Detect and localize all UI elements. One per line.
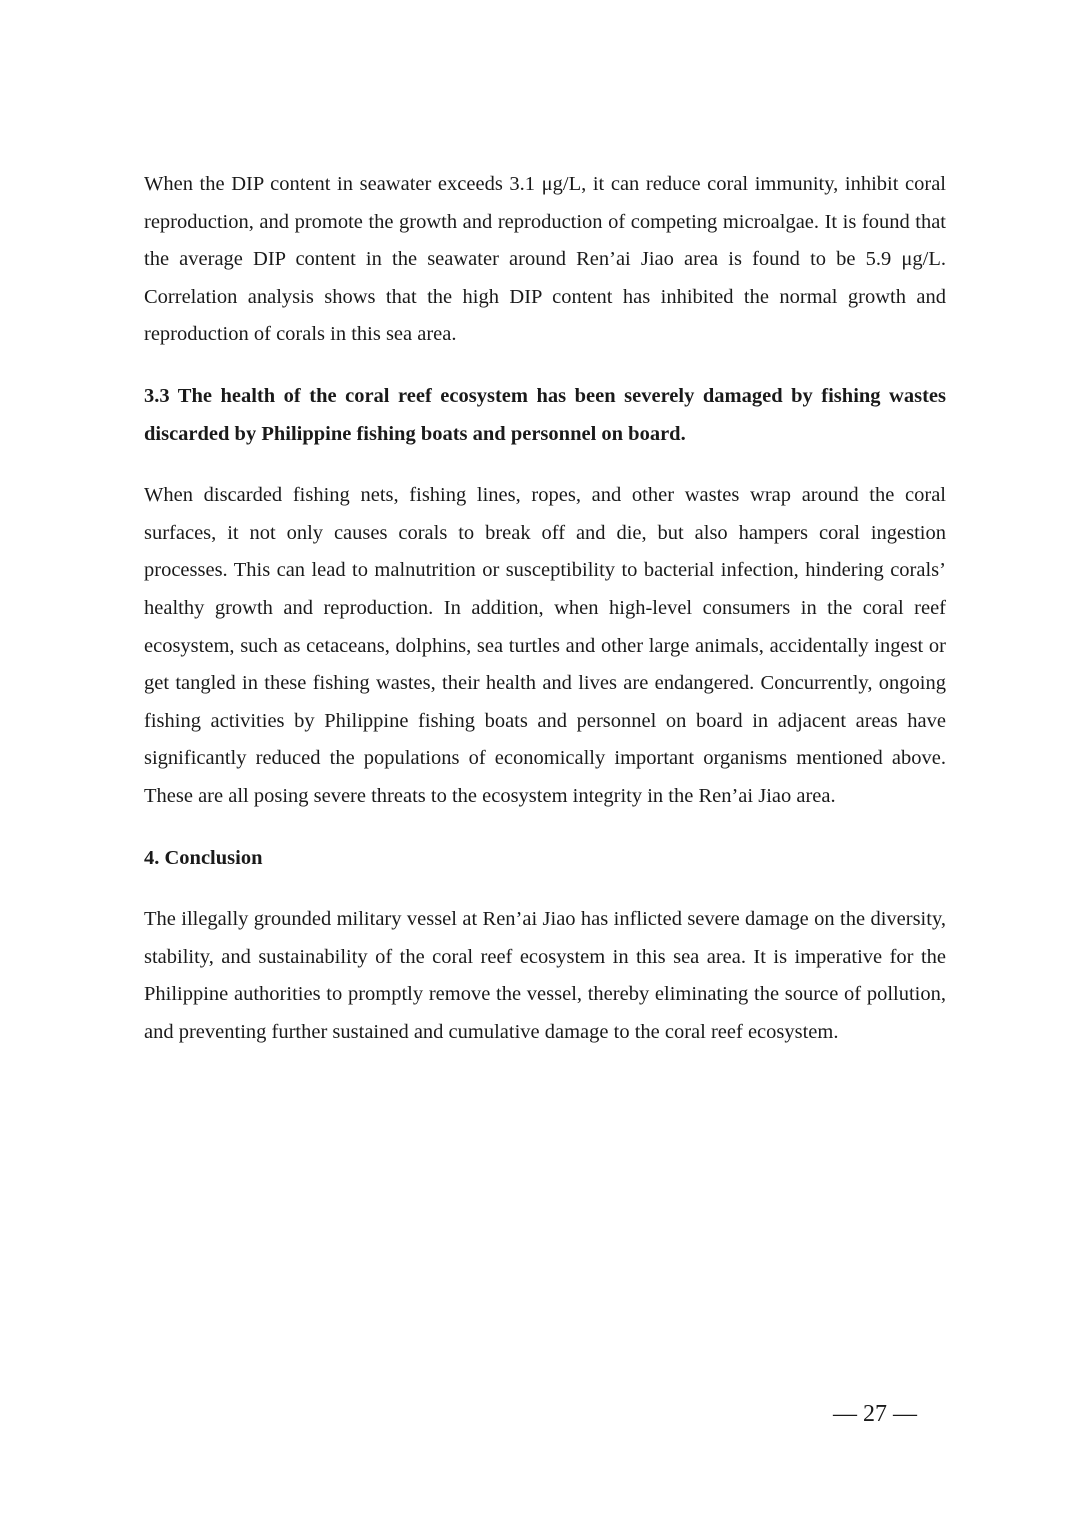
section-heading-conclusion: 4. Conclusion bbox=[144, 846, 263, 869]
section-heading-3-3: 3.3 The health of the coral reef ecosystem has been severely damaged by fishing wastes discarded by Philippine fishing boats and personnel on board. bbox=[144, 384, 946, 445]
paragraph-dip-content: When the DIP content in seawater exceeds 3.1 μg/L, it can reduce coral immunity, inhibit coral reproduction, and promote the growth and reproduction of competing microalgae. It is found that the average DIP content in the seawater around Ren’ai Jiao area is found to be 5.9 μg/L. Correlation analysis shows that the high DIP content has inhibited the normal growth and reproduction of corals in this sea area. bbox=[144, 173, 946, 346]
paragraph-fishing-wastes: When discarded fishing nets, fishing lines, ropes, and other wastes wrap around the coral surfaces, it not only causes corals to break off and die, but also hampers coral ingestion processes. This can lead to malnutrition or susceptibility to bacterial infection, hindering corals’ healthy growth and reproduction. In addition, when high-level consumers in the coral reef ecosystem, such as cetaceans, dolphins, sea turtles and other large animals, accidentally ingest or get tangled in these fishing wastes, their health and lives are endangered. Concurrently, ongoing fishing activities by Philippine fishing boats and personnel on board in adjacent areas have significantly reduced the populations of economically important organisms mentioned above. These are all posing severe threats to the ecosystem integrity in the Ren’ai Jiao area. bbox=[144, 484, 946, 807]
paragraph-conclusion: The illegally grounded military vessel at Ren’ai Jiao has inflicted severe damage on the diversity, stability, and sustainability of the coral reef ecosystem in this sea area. It is imperative for the Philippine authorities to promptly remove the vessel, thereby eliminating the source of pollution, and preventing further sustained and cumulative damage to the coral reef ecosystem. bbox=[144, 908, 946, 1043]
page-number: — 27 — bbox=[833, 1401, 917, 1427]
page-body bbox=[144, 166, 946, 1051]
